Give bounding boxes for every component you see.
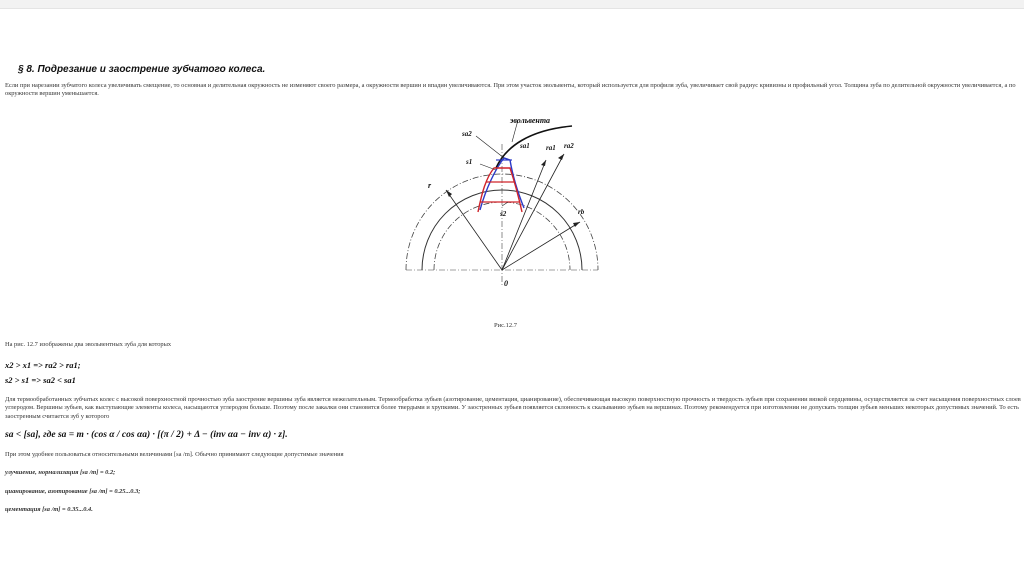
formula-1: x2 > x1 => ra2 > ra1;	[5, 360, 81, 370]
label-evolventa: эвольвента	[510, 116, 551, 125]
gear-tooth-figure	[400, 108, 610, 298]
figure-intro-paragraph: На рис. 12.7 изображены два эвольвентных зуба для которых	[5, 341, 172, 348]
formula-2: s2 > s1 => sa2 < sa1	[5, 375, 76, 385]
allowed-value-2: цианирование, азотирование [sa /m] = 0.25...0.3;	[5, 488, 141, 495]
allowed-value-3: цементация [sa /m] = 0.35...0.4.	[5, 506, 93, 513]
label-sa2: sa2	[462, 130, 472, 138]
radius-ra1	[502, 160, 546, 270]
label-rb: rb	[578, 208, 585, 216]
top-bar	[0, 0, 1024, 9]
label-origin: 0	[504, 279, 508, 288]
relative-paragraph: При этом удобнее пользоваться относительными величинами [sa /m]. Обычно принимают следующие допустимые значения	[5, 451, 344, 458]
intro-paragraph: Если при нарезании зубчатого колеса увеличивать смещение, то основная и делительная окружность не изменяют своего размера, а окружности вершин и впадин увеличиваются. При этом участок эвольвенты, который используется для профиля зуба, увеличивает свой радиус кривизны и профильный угол. Толщина зуба по делительной окружности увеличивается, а по окружности вершин уменьшается.	[5, 82, 1016, 98]
formula-main: sa < [sa], где sa = m · (cos α / cos αa) · [(π / 2) + Δ − (inv αa − inv α) · z].	[5, 430, 288, 440]
section-heading: § 8. Подрезание и заострение зубчатого колеса.	[18, 64, 266, 75]
label-sa1: sa1	[520, 142, 530, 150]
label-ra2: ra2	[564, 142, 574, 150]
label-s1: s1	[466, 158, 473, 166]
allowed-value-1: улучшение, нормализация [sa /m] = 0.2;	[5, 469, 116, 476]
thermal-paragraph: Для термообработанных зубчатых колес с высокой поверхностной прочностью зуба заострение вершины зуба является нежелательным. Термообработка зубьев (азотирование, цементация, цианирование), обеспечивающая высокую поверхностную прочность и твердость зубьев при сохранении вязкой сердцевины, осуществляется за счет насыщения поверхностных слоев углеродом. Вершины зубьев, как выступающие элементы колеса, насыщаются углеродом больше. Поэтому после закалки они становятся более твердыми и хрупкими. У заостренных зубьев появляется склонность к скалыванию зубьев на вершинах. Поэтому рекомендуется при изготовлении не допускать толщин зубьев меньших некоторых допустимых значений. То есть заостренным считается зуб у которого	[5, 396, 1021, 420]
label-s2: s2	[500, 210, 507, 218]
label-r: r	[428, 181, 432, 190]
figure-caption: Рис.12.7	[494, 322, 517, 329]
label-ra1: ra1	[546, 144, 556, 152]
involute-curve	[496, 126, 572, 168]
radius-rb	[502, 222, 580, 270]
